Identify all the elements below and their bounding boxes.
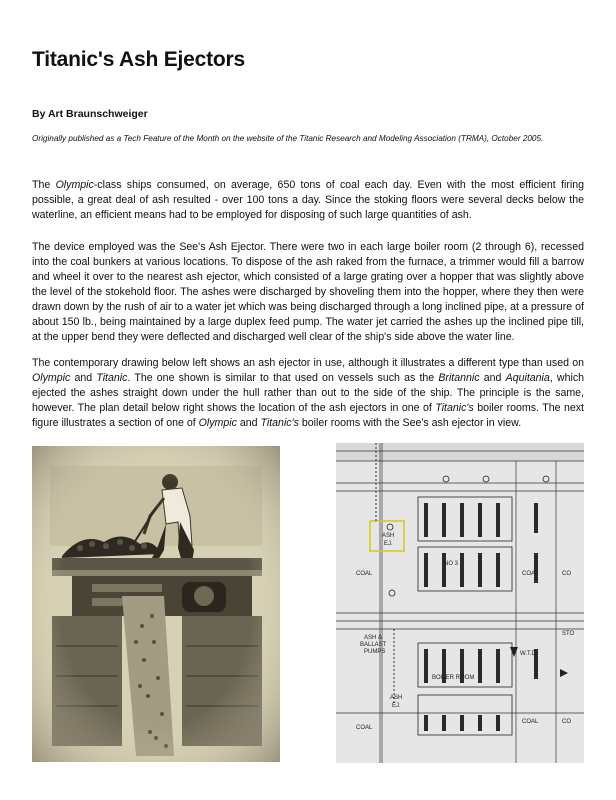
plan-drawing — [336, 443, 584, 763]
coal-left-label: COAL — [356, 571, 373, 577]
ash-ejector-label-1: ASH — [382, 533, 395, 539]
ash-ballast-label-3: PUMPS — [364, 649, 386, 655]
ash-ballast-label-1: ASH & — [364, 635, 383, 641]
publication-note: Originally published as a Tech Feature of the Month on the website of the Titanic Research and Modeling Association (TRMA), October 2005. — [32, 134, 544, 143]
ash-ejector-label-2: ASH — [390, 695, 403, 701]
coal-bottom-edge-label: CO — [562, 719, 571, 725]
drawing-illustration — [32, 446, 280, 762]
boiler-room-plan — [336, 443, 584, 763]
wtd-label: W.T.D. — [520, 651, 538, 657]
paragraph-1: The Olympic-class ships consumed, on average, 650 tons of coal each day. Even with the most efficient firing possible, a great deal of ash resulted - over 100 tons a day. Since the stoking floors were several decks below the waterline, an efficient means had to be employed for disposing of such large quantities of ash. — [32, 179, 584, 221]
paragraph-3: The contemporary drawing below left shows an ash ejector in use, although it illustrates a different type than used on Olympic and Titanic. The one shown is similar to that used on vessels such as the Britannic and Aquitania, which ejected the ashes straight down under the hull rather than out to the side of the ship. The principle is the same, however. The plan detail below right shows the location of the ash ejectors in one of Titanic's boiler rooms. The next figure illustrates a section of one of Olympic and Titanic's boiler rooms with the See's ash ejector in view. — [32, 357, 585, 429]
paragraph-2: The device employed was the See's Ash Ejector. There were two in each large boiler room (2 through 6), recessed into the coal bunkers at various locations. To dispose of the ash raked from the furnace, a trimmer would fill a barrow and wheel it over to the nearest ash ejector, which consisted of a large grating over a hopper that was slightly above the level of the stokehold floor. The ashes were discharged by shoveling them into the hopper, where they then were drawn down by the rush of air to a water jet which was being discharged through a long inclined pipe, at a pressure of about 150 lb., being maintained by a large duplex feed pump. The water jet carried the ashes up the inclined pipe till, at the upper bend they were deflected and discharged well clear of the ship's side above the water line. — [32, 241, 584, 343]
stokehold-label: STO — [562, 631, 575, 637]
ash-ballast-label-2: BALLAST — [360, 642, 387, 648]
byline: By Art Braunschweiger — [32, 108, 148, 120]
boiler-no3-label: NO 3 — [444, 561, 459, 567]
coal-edge-label: CO — [562, 571, 571, 577]
boiler-room-label: BOILER ROOM — [432, 675, 475, 681]
coal-bottom-right-label: COAL — [522, 719, 539, 725]
coal-bottom-left-label: COAL — [356, 725, 373, 731]
page-title: Titanic's Ash Ejectors — [32, 48, 246, 71]
ash-ejector-drawing — [32, 446, 280, 762]
ash-ejector-label-1b: EJ. — [384, 541, 393, 547]
ash-ejector-label-2b: EJ. — [392, 703, 401, 709]
coal-right-label: COAL — [522, 571, 539, 577]
